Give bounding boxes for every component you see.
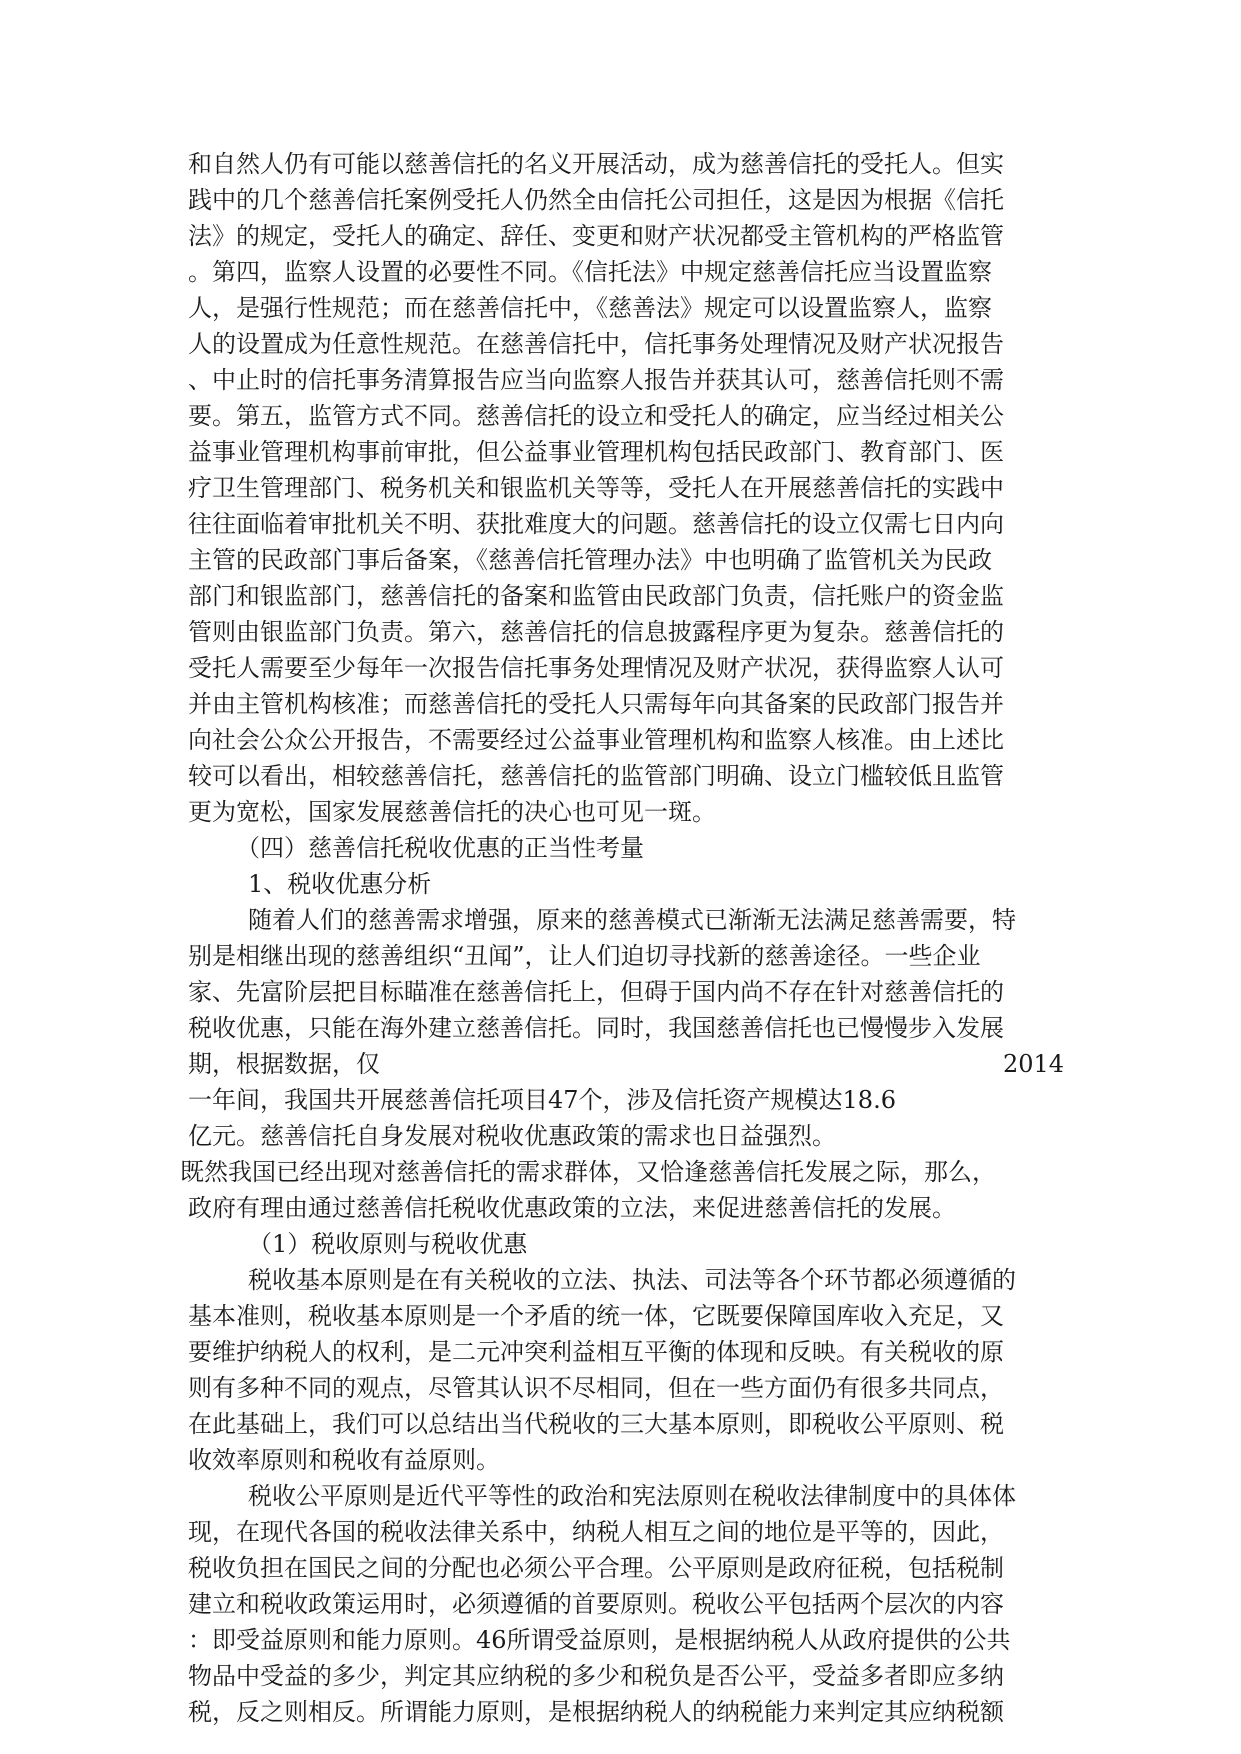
- text-line: 人的设置成为任意性规范。在慈善信托中，信托事务处理情况及财产状况报告: [188, 330, 1004, 358]
- text-line: ：即受益原则和能力原则。46所谓受益原则，是根据纳税人从政府提供的公共: [188, 1626, 1011, 1654]
- text-line: 并由主管机构核准；而慈善信托的受托人只需每年向其备案的民政部门报告并: [188, 690, 1004, 718]
- text-line: 政府有理由通过慈善信托税收优惠政策的立法，来促进慈善信托的发展。: [188, 1194, 956, 1222]
- text-line: 在此基础上，我们可以总结出当代税收的三大基本原则，即税收公平原则、税: [188, 1410, 1004, 1438]
- text-line: 往往面临着审批机关不明、获批难度大的问题。慈善信托的设立仅需七日内向: [188, 510, 1004, 538]
- text-line: 管则由银监部门负责。第六，慈善信托的信息披露程序更为复杂。慈善信托的: [188, 618, 1004, 646]
- text-line: 向社会公众公开报告，不需要经过公益事业管理机构和监察人核准。由上述比: [188, 726, 1004, 754]
- text-line: 。第四，监察人设置的必要性不同。《信托法》中规定慈善信托应当设置监察: [188, 258, 992, 286]
- text-line: 一年间，我国共开展慈善信托项目47个，涉及信托资产规模达18.6: [188, 1086, 896, 1114]
- text-line: 家、先富阶层把目标瞄准在慈善信托上，但碍于国内尚不存在针对慈善信托的: [188, 978, 1004, 1006]
- text-line: 更为宽松，国家发展慈善信托的决心也可见一斑。: [188, 798, 716, 826]
- text-line: 税收负担在国民之间的分配也必须公平合理。公平原则是政府征税，包括税制: [188, 1554, 1004, 1582]
- text-line: 践中的几个慈善信托案例受托人仍然全由信托公司担任，这是因为根据《信托: [188, 186, 1004, 214]
- text-line: 期，根据数据，仅: [188, 1050, 380, 1078]
- text-line-year: 2014: [1003, 1050, 1065, 1078]
- text-line: 和自然人仍有可能以慈善信托的名义开展活动，成为慈善信托的受托人。但实: [188, 150, 1004, 178]
- text-line: 要维护纳税人的权利，是二元冲突利益相互平衡的体现和反映。有关税收的原: [188, 1338, 1004, 1366]
- text-line: 税收公平原则是近代平等性的政治和宪法原则在税收法律制度中的具体体: [248, 1482, 1016, 1510]
- text-line: 建立和税收政策运用时，必须遵循的首要原则。税收公平包括两个层次的内容: [188, 1590, 1004, 1618]
- text-line: 物品中受益的多少，判定其应纳税的多少和税负是否公平，受益多者即应多纳: [188, 1662, 1004, 1690]
- text-line: 受托人需要至少每年一次报告信托事务处理情况及财产状况，获得监察人认可: [188, 654, 1004, 682]
- text-line: 疗卫生管理部门、税务机关和银监机关等等，受托人在开展慈善信托的实践中: [188, 474, 1004, 502]
- text-line: 亿元。慈善信托自身发展对税收优惠政策的需求也日益强烈。: [188, 1122, 836, 1150]
- text-line: 部门和银监部门，慈善信托的备案和监管由民政部门负责，信托账户的资金监: [188, 582, 1004, 610]
- text-line: 税收优惠，只能在海外建立慈善信托。同时，我国慈善信托也已慢慢步入发展: [188, 1014, 1004, 1042]
- text-line: 较可以看出，相较慈善信托，慈善信托的监管部门明确、设立门槛较低且监管: [188, 762, 1004, 790]
- text-line: 益事业管理机构事前审批，但公益事业管理机构包括民政部门、教育部门、医: [188, 438, 1004, 466]
- text-line: 现，在现代各国的税收法律关系中，纳税人相互之间的地位是平等的，因此，: [188, 1518, 1004, 1546]
- text-line: 别是相继出现的慈善组织“丑闻”，让人们迫切寻找新的慈善途径。一些企业: [188, 942, 981, 970]
- text-line: 税收基本原则是在有关税收的立法、执法、司法等各个环节都必须遵循的: [248, 1266, 1016, 1294]
- text-line: 人，是强行性规范；而在慈善信托中，《慈善法》规定可以设置监察人，监察: [188, 294, 992, 322]
- text-line: 基本准则，税收基本原则是一个矛盾的统一体，它既要保障国库收入充足，又: [188, 1302, 1004, 1330]
- text-line: 随着人们的慈善需求增强，原来的慈善模式已渐渐无法满足慈善需要，特: [248, 906, 1016, 934]
- section-heading: （四）慈善信托税收优惠的正当性考量: [236, 834, 644, 862]
- subsection-heading: 1、税收优惠分析: [248, 870, 432, 898]
- text-line: 、中止时的信托事务清算报告应当向监察人报告并获其认可，慈善信托则不需: [188, 366, 1004, 394]
- text-line: 收效率原则和税收有益原则。: [188, 1446, 500, 1474]
- subsection-heading: （1）税收原则与税收优惠: [248, 1230, 528, 1258]
- text-line: 则有多种不同的观点，尽管其认识不尽相同，但在一些方面仍有很多共同点，: [188, 1374, 1004, 1402]
- text-line: 税，反之则相反。所谓能力原则，是根据纳税人的纳税能力来判定其应纳税额: [188, 1698, 1004, 1726]
- text-line: 法》的规定，受托人的确定、辞任、变更和财产状况都受主管机构的严格监管: [188, 222, 1004, 250]
- text-line: 主管的民政部门事后备案，《慈善信托管理办法》中也明确了监管机关为民政: [188, 546, 992, 574]
- text-line: 既然我国已经出现对慈善信托的需求群体，又恰逢慈善信托发展之际，那么，: [180, 1158, 996, 1186]
- text-line: 要。第五，监管方式不同。慈善信托的设立和受托人的确定，应当经过相关公: [188, 402, 1004, 430]
